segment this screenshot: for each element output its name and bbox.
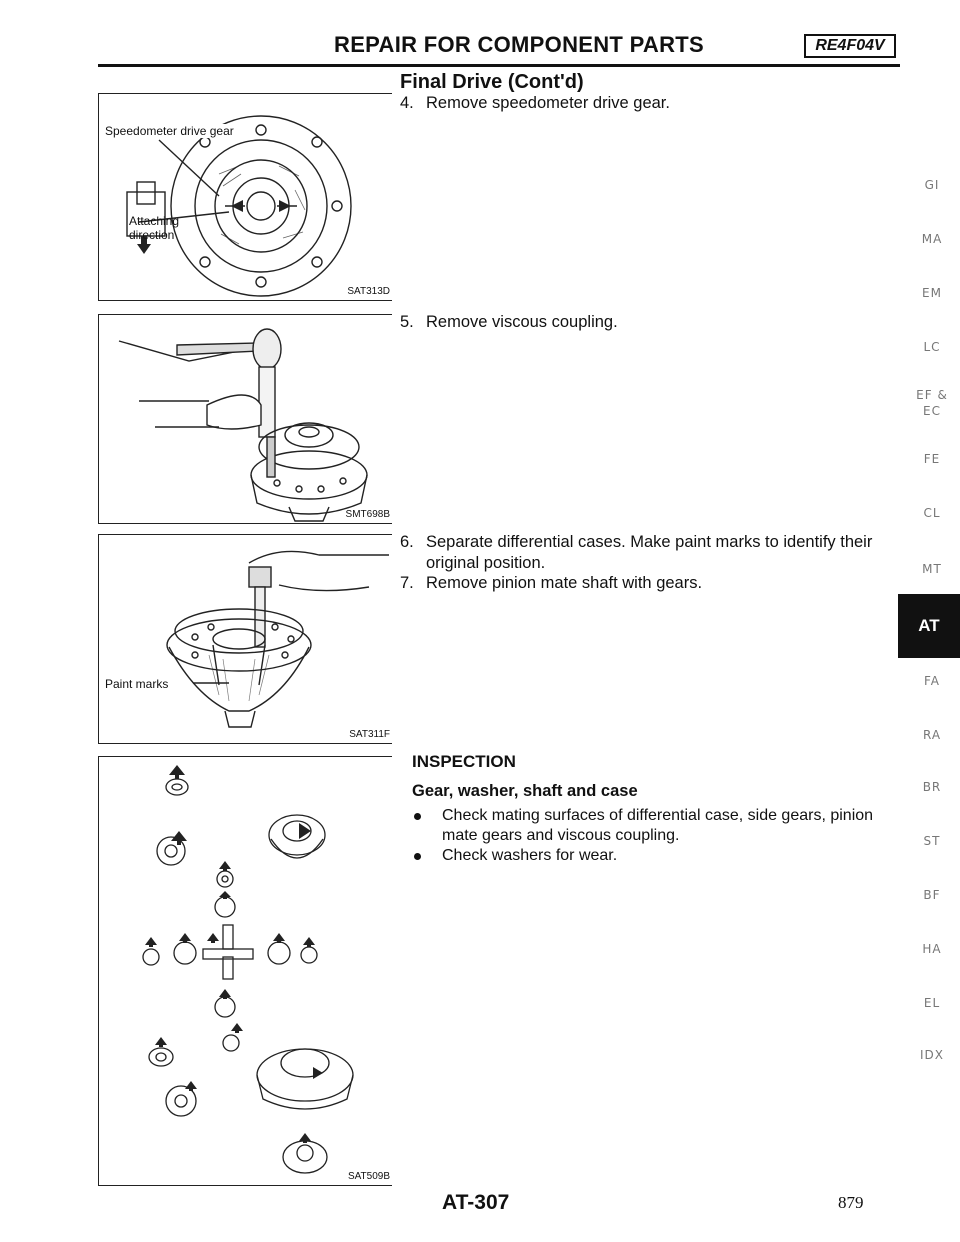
figure-viscous-coupling [98, 314, 392, 524]
tab-br[interactable]: BR [922, 780, 942, 794]
model-badge: RE4F04V [804, 34, 896, 58]
list-item: Check washers for wear. [412, 846, 902, 866]
tab-bf[interactable]: BF [923, 888, 941, 902]
step-5 [400, 312, 900, 333]
tab-ha[interactable]: HA [922, 942, 942, 956]
tab-ma[interactable]: MA [921, 232, 943, 246]
inspection-list [412, 806, 902, 866]
step-text: Remove pinion mate shaft with gears. [426, 574, 703, 592]
exploded-view-illustration [99, 757, 393, 1187]
step-number: 6. [400, 533, 414, 551]
tab-gi[interactable]: GI [924, 178, 940, 192]
tab-fa[interactable]: FA [923, 674, 940, 688]
tab-ra[interactable]: RA [922, 728, 942, 742]
tab-fe[interactable]: FE [923, 452, 941, 466]
figure-paint-marks [98, 534, 392, 744]
header-rule [98, 64, 900, 67]
label-speedometer-drive-gear: Speedometer drive gear [105, 124, 234, 138]
page-header [98, 30, 900, 70]
figure-exploded-view [98, 756, 392, 1186]
step-number: 4. [400, 94, 414, 112]
label-direction: direction [129, 228, 175, 242]
step-number: 7. [400, 574, 414, 592]
inspection-heading: INSPECTION [412, 752, 516, 771]
tab-em[interactable]: EM [922, 286, 942, 300]
step-4 [400, 93, 900, 114]
label-paint-marks: Paint marks [105, 677, 169, 691]
step-7 [400, 573, 900, 594]
bullet-icon [414, 813, 421, 820]
inspection-subheading: Gear, washer, shaft and case [412, 782, 638, 800]
viscous-coupling-illustration [99, 315, 393, 525]
tab-ef[interactable]: EF & [916, 388, 948, 402]
step-number: 5. [400, 313, 414, 331]
tab-cl[interactable]: CL [923, 506, 941, 520]
tab-mt[interactable]: MT [922, 562, 942, 576]
step-text: Separate differential cases. Make paint marks to identify their original position. [426, 533, 873, 572]
figure-speedometer-gear [98, 93, 392, 301]
tab-ec[interactable]: EC [923, 404, 941, 418]
page-number: 879 [838, 1193, 864, 1212]
tab-st[interactable]: ST [923, 834, 941, 848]
header-title: REPAIR FOR COMPONENT PARTS [334, 32, 704, 57]
list-item: Check mating surfaces of differential case, side gears, pinion mate gears and viscous coupling. [412, 806, 902, 846]
tab-el[interactable]: EL [923, 996, 941, 1010]
figure-code: SAT313D [347, 286, 390, 297]
label-attaching: Attaching [129, 214, 180, 228]
tab-at-active[interactable]: AT [898, 594, 960, 658]
tab-idx[interactable]: IDX [920, 1048, 944, 1062]
differential-case-illustration [99, 535, 393, 745]
figure-code: SAT311F [349, 729, 390, 740]
tab-lc[interactable]: LC [923, 340, 941, 354]
step-text: Remove speedometer drive gear. [426, 94, 670, 112]
figure-code: SMT698B [345, 509, 390, 520]
section-title: Final Drive (Cont'd) [400, 71, 584, 93]
step-text: Remove viscous coupling. [426, 313, 618, 331]
page-code: AT-307 [442, 1191, 510, 1214]
bullet-icon [414, 853, 421, 860]
figure-code: SAT509B [347, 1171, 390, 1182]
step-6 [400, 532, 900, 574]
